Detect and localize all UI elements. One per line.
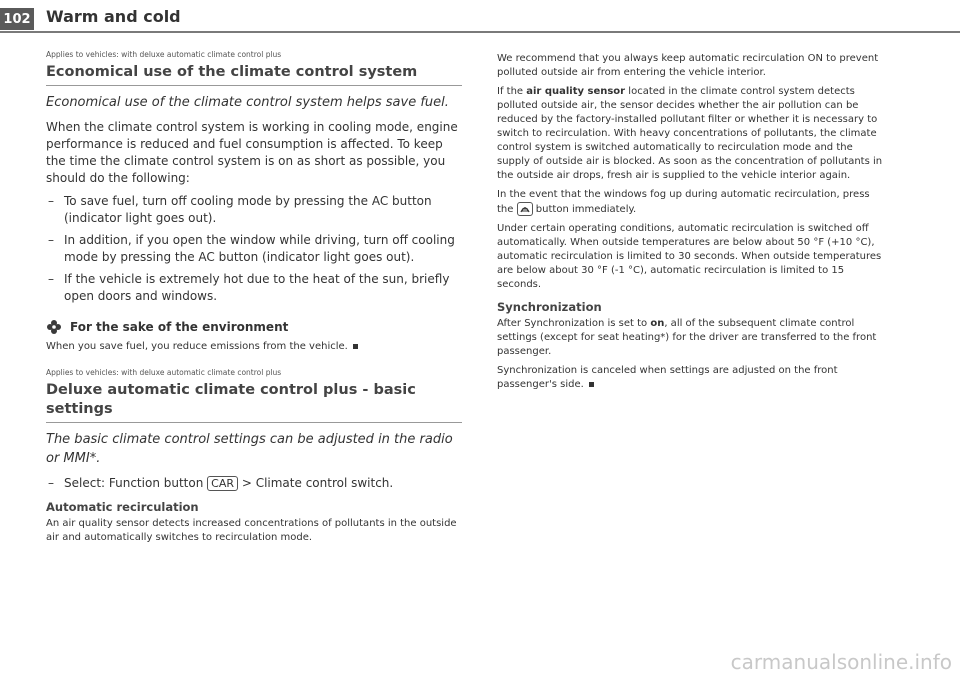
text-segment: After Synchronization is set to [497,318,648,329]
text-segment: button immediately. [535,204,637,215]
sync-on-term: on [650,318,665,329]
end-mark [353,344,358,349]
paragraph-air-quality [497,85,885,183]
header-rule [0,31,960,33]
paragraph-cooling-mode: When the climate control system is working in cooling mode, engine performance is reduced and fuel consumption is affected. To keep the time the climate control system is on as short as possible, you should do the following: [46,120,458,185]
select-prefix: Select: Function button [64,476,204,490]
text-segment: located in the climate control system detects polluted outside air, the sensor decides whether the air pollution can be reduced by the factory-installed pollutant filter or whether it is necessary to switch to recirculation. With heavy concentrations of pollutants, the climate control system is switched automatically to recirculation mode and the supply of outside air is blocked. As soon as the concentration of pollutants in the outside air drops, fresh air is supplied to the vehicle interior again. [497,86,883,181]
text-segment: If the [497,86,524,97]
paragraph-windows-fog [497,188,885,217]
environment-note-text [46,340,462,354]
lead-basic-settings: The basic climate control settings can be adjusted in the radio or MMI*. [46,432,453,466]
list-item: – In addition, if you open the window while driving, turn off cooling mode by pressing the AC button (indicator light goes out). [46,232,462,266]
environment-note-body: When you save fuel, you reduce emissions from the vehicle. [46,341,348,352]
air-quality-sensor-term: air quality sensor [526,86,626,97]
environment-note-title: For the sake of the environment [70,320,289,334]
select-steps-list [46,475,462,492]
fuel-tips-list [46,193,462,305]
paragraph-synchronization [497,317,885,359]
section-title: Warm and cold [46,7,181,26]
right-column [497,52,885,397]
paragraph-recommend-recirculation: We recommend that you always keep automatic recirculation ON to prevent polluted outside air from entering the vehicle interior. [497,53,879,78]
applies-note: Applies to vehicles: with deluxe automatic climate control plus [46,368,282,377]
text-segment: , all of the subsequent climate control settings (except for seat heating*) for the driver are transferred to the front passenger. [497,318,877,357]
heading-basic-settings: Deluxe automatic climate control plus - basic settings [46,381,462,423]
subheading-synchronization: Synchronization [497,300,602,314]
left-column [46,50,462,550]
paragraph-sync-canceled [497,364,885,392]
defrost-button-icon [517,202,533,216]
subheading-automatic-recirculation: Automatic recirculation [46,500,199,514]
list-item: – To save fuel, turn off cooling mode by pressing the AC button (indicator light goes out). [46,193,462,227]
car-button-key: CAR [207,476,238,491]
list-item: – If the vehicle is extremely hot due to the heat of the sun, briefly open doors and windows. [46,271,462,305]
lead-economical-use: Economical use of the climate control system helps save fuel. [46,95,449,110]
heading-economical-use: Economical use of the climate control system [46,63,462,86]
text-segment: In the event that the windows fog up during automatic recirculation, press the [497,189,870,215]
text-segment: Synchronization is canceled when settings are adjusted on the front passenger's side. [497,365,838,390]
page-number: 102 [0,8,34,30]
watermark: carmanualsonline.info [730,650,952,674]
end-mark [589,382,594,387]
environment-flower-icon [46,319,62,335]
paragraph-air-quality-sensor: An air quality sensor detects increased concentrations of pollutants in the outside air and automatically switches to recirculation mode. [46,518,457,543]
list-item [46,475,462,492]
environment-note-header [46,319,462,335]
applies-note: Applies to vehicles: with deluxe automatic climate control plus [46,50,282,59]
paragraph-temperature-limits: Under certain operating conditions, automatic recirculation is switched off automatically. When outside temperatures are below about 50 °F (+10 °C), automatic recirculation is limited to 30 seconds. When outside temperatures are below about 30 °F (-1 °C), automatic recirculation is limited to 15 seconds. [497,223,882,290]
select-suffix: > Climate control switch. [241,476,394,490]
